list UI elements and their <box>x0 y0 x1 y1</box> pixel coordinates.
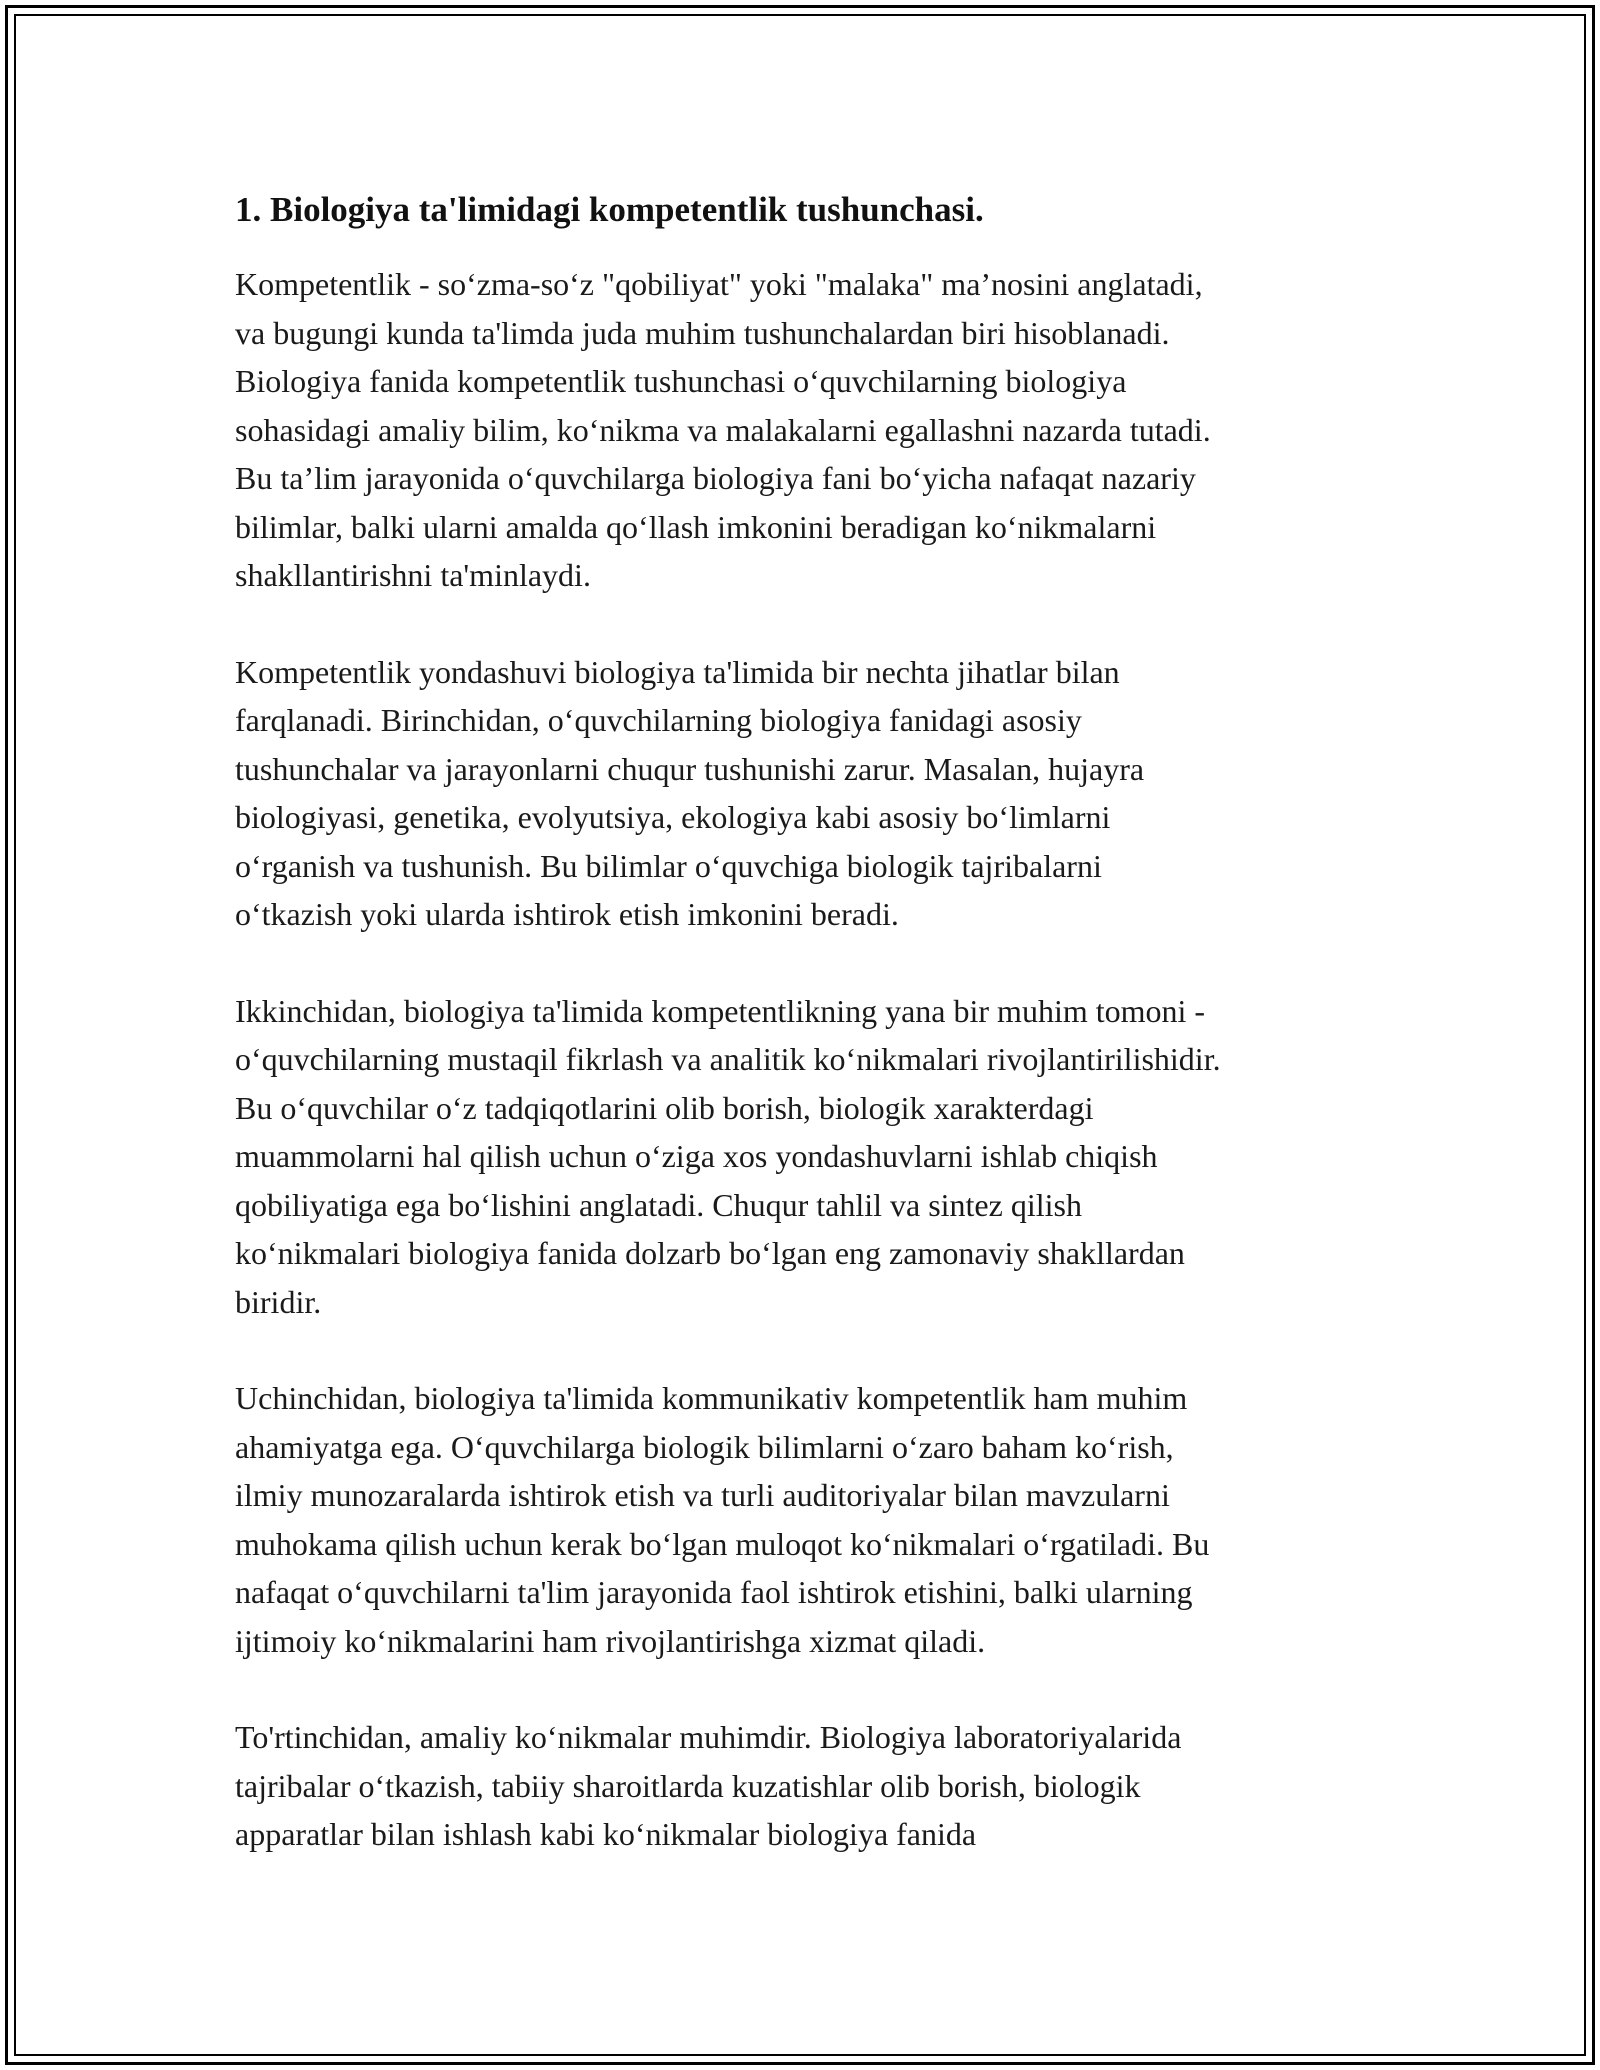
text-line: ahamiyatga ega. O‘quvchilarga biologik bilimlarni o‘zaro baham ko‘rish, <box>235 1428 1174 1465</box>
text-line: tushunchalar va jarayonlarni chuqur tushunishi zarur. Masalan, hujayra <box>235 750 1145 787</box>
text-line: sohasidagi amaliy bilim, ko‘nikma va malakalarni egallashni nazarda tutadi. <box>235 411 1211 448</box>
paragraph-2 <box>235 648 1385 939</box>
text-line: Kompetentlik yondashuvi biologiya ta'limida bir nechta jihatlar bilan <box>235 653 1120 690</box>
text-line: tajribalar o‘tkazish, tabiiy sharoitlarda kuzatishlar olib borish, biologik <box>235 1767 1141 1804</box>
paragraph-5 <box>235 1713 1385 1859</box>
text-line: Bu o‘quvchilar o‘z tadqiqotlarini olib borish, biologik xarakterdagi <box>235 1089 1094 1126</box>
text-line: muhokama qilish uchun kerak bo‘lgan muloqot ko‘nikmalari o‘rgatiladi. Bu <box>235 1525 1210 1562</box>
text-line: shakllantirishni ta'minlaydi. <box>235 557 591 593</box>
paragraph-3 <box>235 987 1385 1327</box>
text-line: o‘rganish va tushunish. Bu bilimlar o‘quvchiga biologik tajribalarni <box>235 847 1102 884</box>
text-line: Biologiya fanida kompetentlik tushunchasi o‘quvchilarning biologiya <box>235 363 1127 399</box>
text-line: qobiliyatiga ega bo‘lishini anglatadi. Chuqur tahlil va sintez qilish <box>235 1186 1082 1223</box>
section-heading: 1. Biologiya ta'limidagi kompetentlik tushunchasi. <box>235 190 984 229</box>
text-line: To'rtinchidan, amaliy ko‘nikmalar muhimdir. Biologiya laboratoriyalarida <box>235 1719 1182 1755</box>
text-line: apparatlar bilan ishlash kabi ko‘nikmalar biologiya fanida <box>235 1816 977 1852</box>
text-line: ilmiy munozaralarda ishtirok etish va turli auditoriyalar bilan mavzularni <box>235 1477 1170 1513</box>
text-line: Ikkinchidan, biologiya ta'limida kompetentlikning yana bir muhim tomoni - <box>235 992 1206 1029</box>
text-line: o‘quvchilarning mustaqil fikrlash va analitik ko‘nikmalari rivojlantirilishidir. <box>235 1041 1221 1077</box>
text-line: Kompetentlik - so‘zma-so‘z "qobiliyat" yoki "malaka" ma’nosini anglatadi, <box>235 266 1203 302</box>
text-line: Bu ta’lim jarayonida o‘quvchilarga biologiya fani bo‘yicha nafaqat nazariy <box>235 460 1196 496</box>
document-body <box>235 188 1385 1907</box>
text-line: ko‘nikmalari biologiya fanida dolzarb bo‘lgan eng zamonaviy shakllardan <box>235 1235 1185 1271</box>
text-line: biologiyasi, genetika, evolyutsiya, ekologiya kabi asosiy bo‘limlarni <box>235 799 1111 835</box>
paragraph-4 <box>235 1374 1385 1665</box>
text-line: bilimlar, balki ularni amalda qo‘llash imkonini beradigan ko‘nikmalarni <box>235 508 1157 545</box>
text-line: farqlanadi. Birinchidan, o‘quvchilarning biologiya fanidagi asosiy <box>235 702 1082 738</box>
text-line: biridir. <box>235 1283 322 1320</box>
text-line: nafaqat o‘quvchilarni ta'lim jarayonida faol ishtirok etishini, balki ularning <box>235 1574 1193 1610</box>
text-line: muammolarni hal qilish uchun o‘ziga xos yondashuvlarni ishlab chiqish <box>235 1138 1158 1174</box>
text-line: ijtimoiy ko‘nikmalarini ham rivojlantirishga xizmat qiladi. <box>235 1622 986 1659</box>
text-line: o‘tkazish yoki ularda ishtirok etish imkonini beradi. <box>235 896 899 932</box>
text-line: va bugungi kunda ta'limda juda muhim tushunchalardan biri hisoblanadi. <box>235 314 1170 351</box>
paragraph-1 <box>235 260 1385 600</box>
text-line: Uchinchidan, biologiya ta'limida kommunikativ kompetentlik ham muhim <box>235 1380 1188 1416</box>
